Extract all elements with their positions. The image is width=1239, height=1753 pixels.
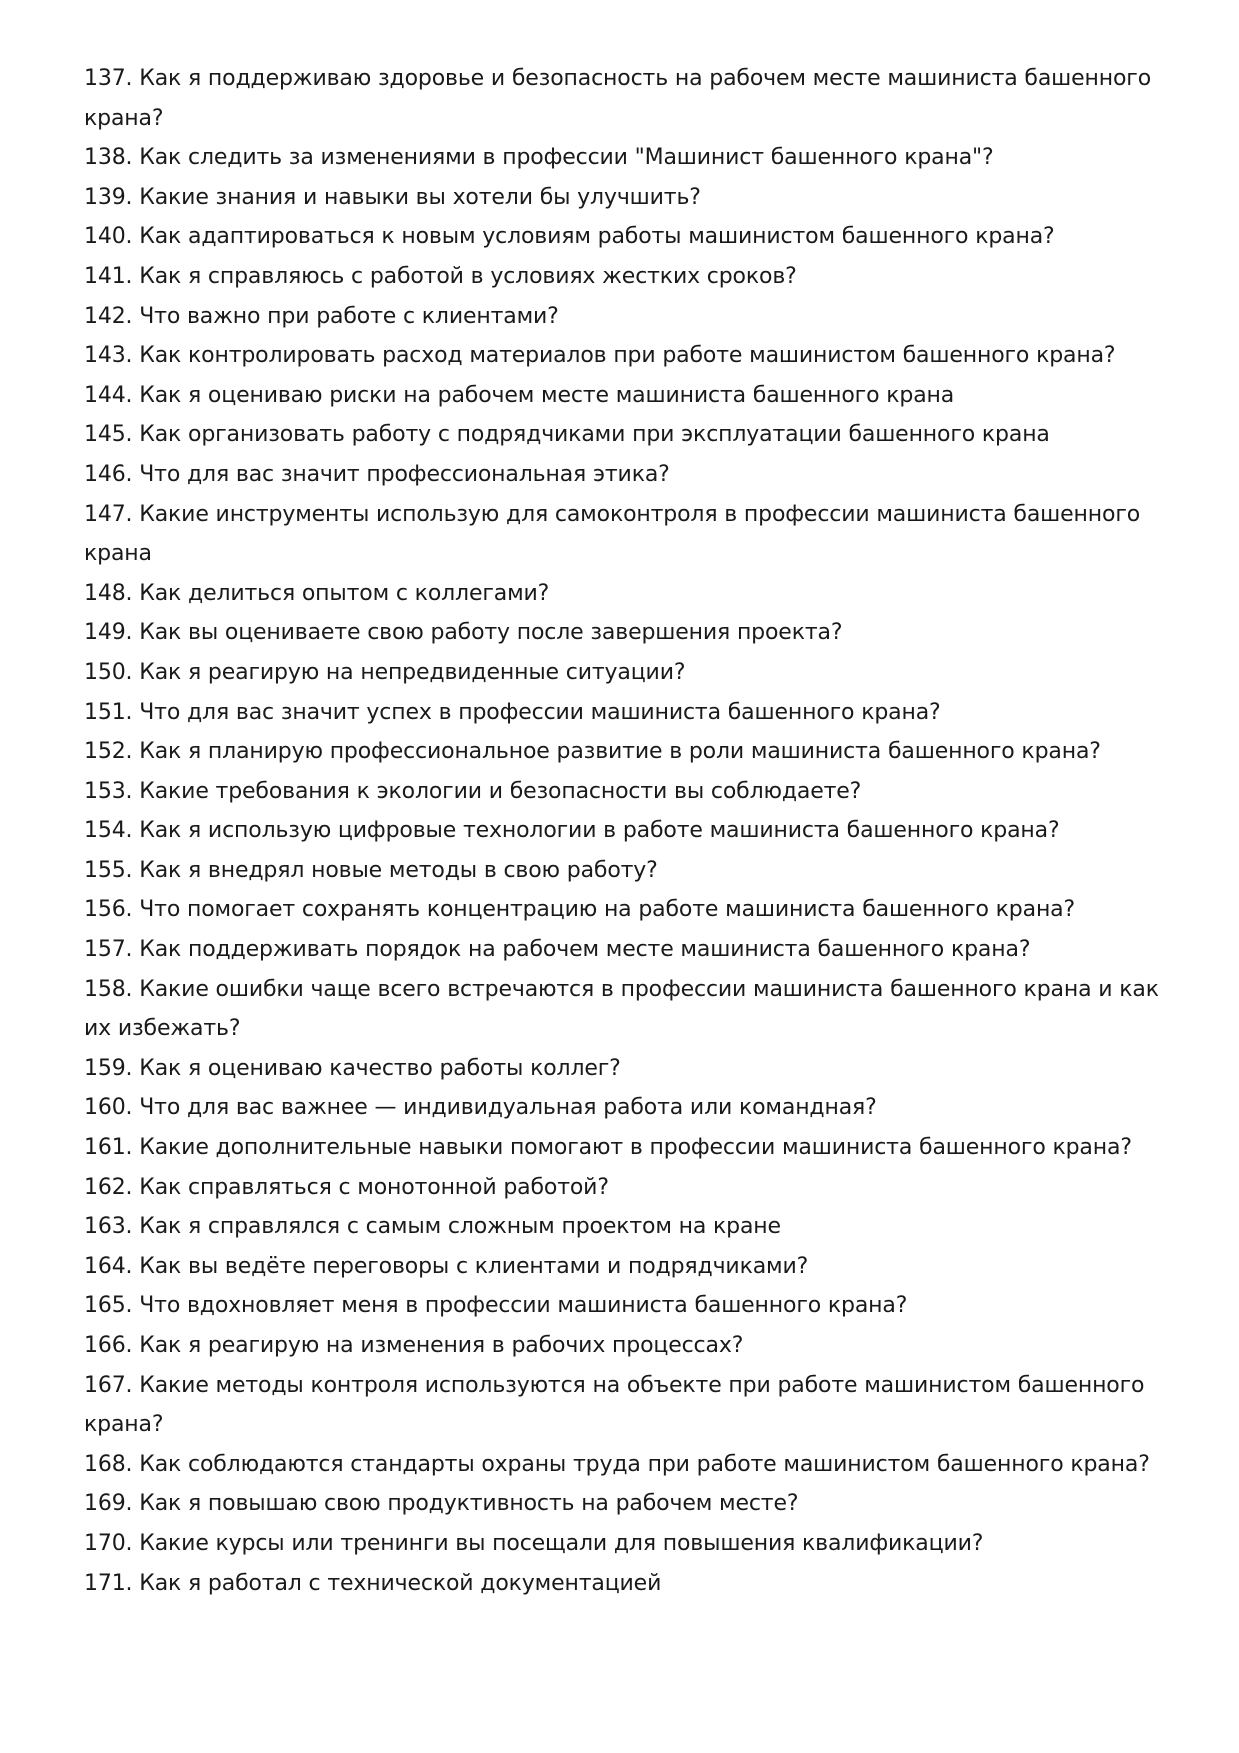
question-item: 156. Что помогает сохранять концентрацию на работе машиниста башенного крана? — [84, 897, 1076, 923]
question-item: 144. Как я оцениваю риски на рабочем месте машиниста башенного крана — [84, 382, 955, 408]
question-item: 137. Как я поддерживаю здоровье и безопасность на рабочем месте машиниста башенного крана? — [84, 66, 1152, 131]
question-item: 141. Как я справляюсь с работой в условиях жестких сроков? — [84, 263, 797, 289]
question-item: 152. Как я планирую профессиональное развитие в роли машиниста башенного крана? — [84, 739, 1101, 765]
question-item: 158. Какие ошибки чаще всего встречаются в профессии машиниста башенного крана и как их избежать? — [84, 976, 1159, 1042]
question-item: 160. Что для вас важнее — индивидуальная работа или командная? — [84, 1095, 877, 1121]
question-item: 139. Какие знания и навыки вы хотели бы улучшить? — [84, 184, 701, 210]
question-item: 171. Как я работал с технической документацией — [84, 1570, 662, 1596]
question-item: 149. Как вы оцениваете свою работу после завершения проекта? — [84, 620, 843, 646]
question-item: 159. Как я оцениваю качество работы коллег? — [84, 1055, 621, 1081]
question-item: 163. Как я справлялся с самым сложным проектом на кране — [84, 1214, 781, 1240]
question-item: 142. Что важно при работе с клиентами? — [84, 303, 559, 329]
question-item: 143. Как контролировать расход материалов при работе машинистом башенного крана? — [84, 343, 1116, 369]
question-item: 138. Как следить за изменениями в профессии "Машинист башенного крана"? — [84, 145, 994, 171]
question-item: 145. Как организовать работу с подрядчиками при эксплуатации башенного крана — [84, 422, 1050, 448]
question-item: 154. Как я использую цифровые технологии в работе машиниста башенного крана? — [84, 818, 1060, 844]
question-item: 146. Что для вас значит профессиональная этика? — [84, 461, 670, 487]
question-item: 148. Как делиться опытом с коллегами? — [84, 580, 550, 606]
question-list — [84, 59, 1164, 1603]
question-item: 155. Как я внедрял новые методы в свою работу? — [84, 857, 658, 883]
question-item: 153. Какие требования к экологии и безопасности вы соблюдаете? — [84, 778, 862, 804]
question-item: 165. Что вдохновляет меня в профессии машиниста башенного крана? — [84, 1293, 908, 1319]
question-item: 147. Какие инструменты использую для самоконтроля в профессии машиниста башенного крана — [84, 501, 1141, 567]
question-item: 157. Как поддерживать порядок на рабочем месте машиниста башенного крана? — [84, 937, 1031, 963]
question-item: 161. Какие дополнительные навыки помогают в профессии машиниста башенного крана? — [84, 1135, 1132, 1161]
question-item: 168. Как соблюдаются стандарты охраны труда при работе машинистом башенного крана? — [84, 1451, 1150, 1477]
question-item: 166. Как я реагирую на изменения в рабочих процессах? — [84, 1333, 744, 1358]
question-item: 167. Какие методы контроля используются на объекте при работе машинистом башенного крана? — [84, 1372, 1145, 1438]
question-item: 162. Как справляться с монотонной работой? — [84, 1174, 609, 1200]
question-item: 164. Как вы ведёте переговоры с клиентами и подрядчиками? — [84, 1253, 809, 1279]
question-item: 170. Какие курсы или тренинги вы посещали для повышения квалификации? — [84, 1530, 984, 1556]
question-item: 150. Как я реагирую на непредвиденные ситуации? — [84, 659, 686, 685]
question-item: 151. Что для вас значит успех в профессии машиниста башенного крана? — [84, 699, 941, 725]
question-item: 169. Как я повышаю свою продуктивность на рабочем месте? — [84, 1491, 799, 1517]
question-item: 140. Как адаптироваться к новым условиям работы машинистом башенного крана? — [84, 224, 1055, 250]
